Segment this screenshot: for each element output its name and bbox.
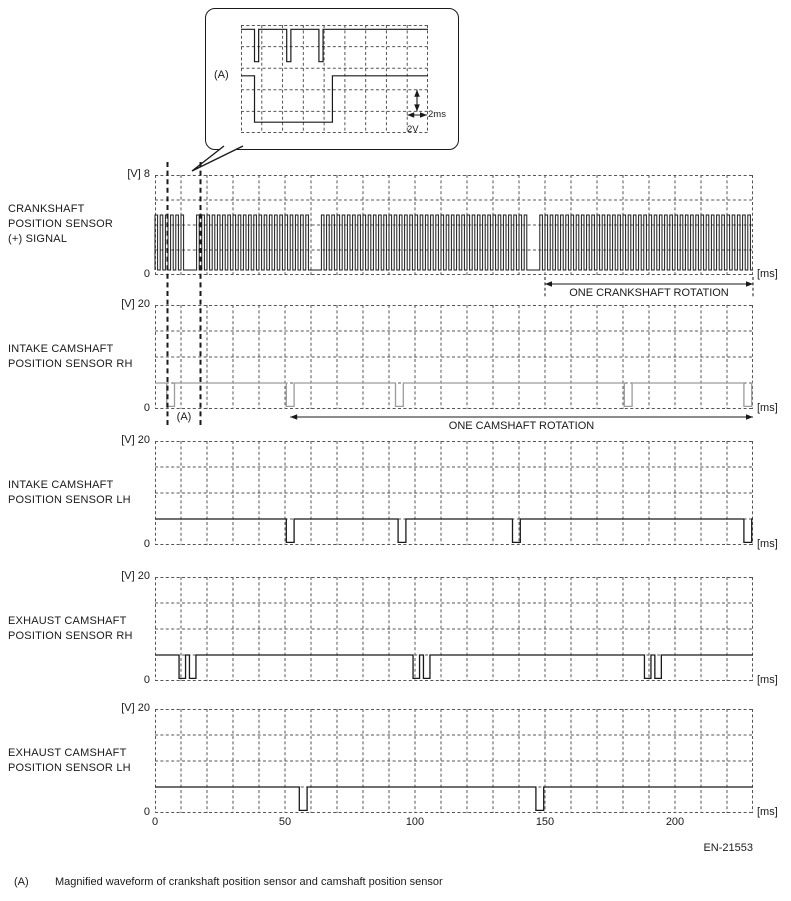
magnified-waveform-callout bbox=[205, 8, 459, 150]
x-tick-label: 0 bbox=[151, 816, 159, 828]
y-axis-zero-label: 0 bbox=[143, 402, 150, 414]
channel-label-exhaust-cam-lh bbox=[8, 746, 131, 776]
exhaust-cam-lh-waveform-plot bbox=[155, 709, 753, 813]
y-axis-zero-label: 0 bbox=[143, 538, 150, 550]
crankshaft-waveform-plot bbox=[155, 175, 753, 275]
channel-label-line: POSITION SENSOR RH bbox=[8, 630, 133, 642]
x-axis-unit-label: [ms] bbox=[757, 268, 778, 280]
channel-label-line: (+) SIGNAL bbox=[8, 233, 68, 245]
channel-label-line: EXHAUST CAMSHAFT bbox=[8, 747, 127, 759]
channel-label-line: CRANKSHAFT bbox=[8, 203, 85, 215]
y-axis-max-label: [V] 20 bbox=[121, 298, 150, 310]
exhaust-cam-rh-waveform-plot bbox=[155, 577, 753, 681]
x-axis-unit-label: [ms] bbox=[757, 402, 778, 414]
time-per-division-label: 2ms bbox=[428, 109, 446, 120]
channel-label-line: INTAKE CAMSHAFT bbox=[8, 343, 114, 355]
channel-label-line: POSITION SENSOR bbox=[8, 218, 114, 230]
y-axis-zero-label: 0 bbox=[143, 806, 150, 818]
volts-per-division-label: 2V bbox=[407, 124, 419, 135]
x-tick-label: 150 bbox=[535, 816, 555, 828]
y-axis-max-label: [V] 20 bbox=[121, 570, 150, 582]
channel-label-line: POSITION SENSOR LH bbox=[8, 494, 131, 506]
one-crankshaft-rotation-label: ONE CRANKSHAFT ROTATION bbox=[569, 287, 729, 299]
x-tick-label: 200 bbox=[665, 816, 685, 828]
one-camshaft-rotation-label: ONE CAMSHAFT ROTATION bbox=[448, 420, 595, 432]
x-tick-label: 100 bbox=[405, 816, 425, 828]
magnified-waveform-plot bbox=[241, 25, 428, 133]
footnote-text: Magnified waveform of crankshaft position sensor and camshaft position sensor bbox=[55, 876, 443, 888]
magnified-region-a-label: (A) bbox=[176, 411, 192, 423]
channel-label-line: POSITION SENSOR RH bbox=[8, 358, 133, 370]
channel-label-crankshaft bbox=[8, 202, 113, 247]
x-axis-unit-label: [ms] bbox=[757, 674, 778, 686]
channel-label-exhaust-cam-rh bbox=[8, 614, 133, 644]
channel-label-intake-cam-lh bbox=[8, 478, 131, 508]
y-axis-zero-label: 0 bbox=[143, 268, 150, 280]
channel-label-line: INTAKE CAMSHAFT bbox=[8, 479, 114, 491]
magnified-callout-a-label: (A) bbox=[214, 69, 229, 81]
x-axis-unit-label: [ms] bbox=[757, 806, 778, 818]
y-axis-max-label: [V] 8 bbox=[127, 168, 150, 180]
y-axis-zero-label: 0 bbox=[143, 674, 150, 686]
channel-label-line: EXHAUST CAMSHAFT bbox=[8, 615, 127, 627]
intake-cam-lh-waveform-plot bbox=[155, 441, 753, 545]
channel-label-line: POSITION SENSOR LH bbox=[8, 762, 131, 774]
document-code: EN-21553 bbox=[703, 842, 753, 854]
intake-cam-rh-waveform-plot bbox=[155, 305, 753, 409]
x-tick-label: 50 bbox=[278, 816, 292, 828]
footnote-key: (A) bbox=[14, 876, 29, 888]
x-axis-unit-label: [ms] bbox=[757, 538, 778, 550]
y-axis-max-label: [V] 20 bbox=[121, 434, 150, 446]
channel-label-intake-cam-rh bbox=[8, 342, 133, 372]
y-axis-max-label: [V] 20 bbox=[121, 702, 150, 714]
